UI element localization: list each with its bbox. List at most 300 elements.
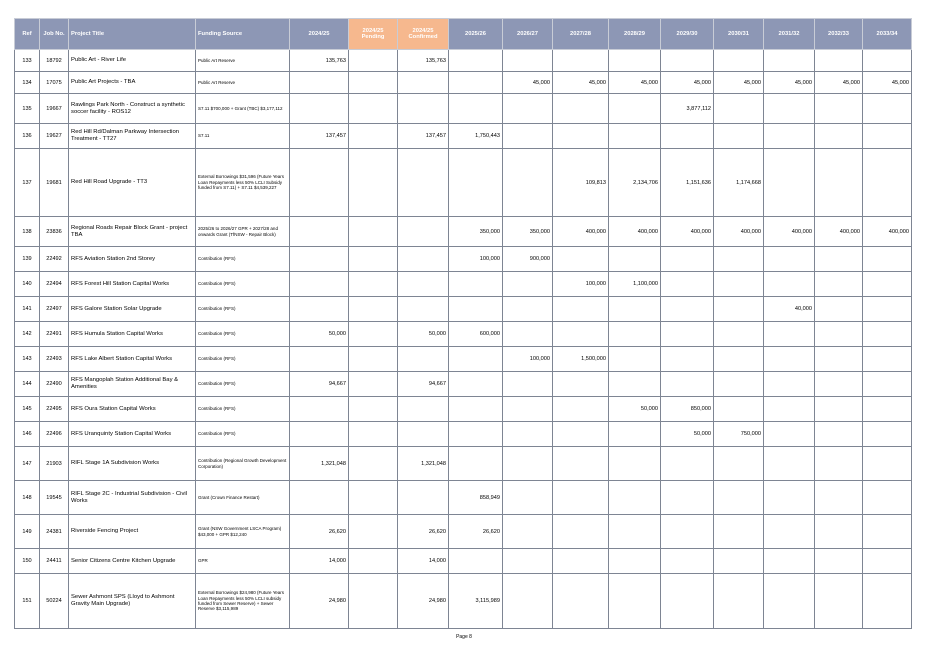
ref-cell: 146: [15, 422, 40, 447]
value-2024-25-confirmed: 94,667: [398, 372, 449, 397]
value-2031-32: [764, 124, 815, 149]
job-no-cell: 24411: [40, 549, 69, 574]
value-2024-25-pending: [349, 372, 398, 397]
job-no-cell: 18792: [40, 50, 69, 72]
funding-source-cell: S7.11: [196, 124, 290, 149]
project-title-cell: RFS Forest Hill Station Capital Works: [69, 272, 196, 297]
project-title-cell: RFS Oura Station Capital Works: [69, 397, 196, 422]
value-2025-26: [449, 549, 503, 574]
table-row: [15, 149, 912, 217]
value-2029-30: [661, 297, 714, 322]
job-no-cell: 22494: [40, 272, 69, 297]
value-2032-33: 45,000: [815, 72, 863, 94]
value-2029-30: [661, 322, 714, 347]
value-2030-31: [714, 574, 764, 629]
funding-source-cell: Public Art Reserve: [196, 72, 290, 94]
value-2031-32: [764, 422, 815, 447]
ref-cell: 149: [15, 515, 40, 549]
funding-source-cell: Contribution (RFS): [196, 372, 290, 397]
value-2024-25-confirmed: [398, 347, 449, 372]
value-2026-27: [503, 397, 553, 422]
ref-cell: 139: [15, 247, 40, 272]
value-2028-29: 2,134,706: [609, 149, 661, 217]
funding-source-cell: 2025/26 to 2026/27 GPR + 2027/28 and onwards Grant (TfNSW - Repair Block): [196, 217, 290, 247]
value-2030-31: [714, 397, 764, 422]
value-2027-28: [553, 549, 609, 574]
value-2028-29: [609, 549, 661, 574]
value-2033-34: 45,000: [863, 72, 912, 94]
value-2025-26: [449, 72, 503, 94]
value-2032-33: [815, 50, 863, 72]
value-2025-26: [449, 94, 503, 124]
value-2024-25-pending: [349, 347, 398, 372]
value-2029-30: [661, 574, 714, 629]
project-title-cell: RIFL Stage 2C - Industrial Subdivision - Civil Works: [69, 481, 196, 515]
value-2024-25-pending: [349, 481, 398, 515]
value-2032-33: [815, 422, 863, 447]
value-2033-34: [863, 272, 912, 297]
value-2029-30: [661, 481, 714, 515]
project-title-cell: Red Hill Road Upgrade - TT3: [69, 149, 196, 217]
value-2025-26: [449, 149, 503, 217]
value-2024-25-confirmed: 26,620: [398, 515, 449, 549]
value-2024-25-confirmed: [398, 217, 449, 247]
value-2033-34: [863, 50, 912, 72]
job-no-cell: 17075: [40, 72, 69, 94]
job-no-cell: 19545: [40, 481, 69, 515]
value-2033-34: [863, 297, 912, 322]
value-2029-30: [661, 50, 714, 72]
value-2024-25-confirmed: 1,321,048: [398, 447, 449, 481]
value-2026-27: [503, 515, 553, 549]
table-row: [15, 297, 912, 322]
job-no-cell: 22490: [40, 372, 69, 397]
value-2025-26: [449, 297, 503, 322]
project-title-cell: Senior Citizens Centre Kitchen Upgrade: [69, 549, 196, 574]
value-2024-25: [290, 481, 349, 515]
value-2028-29: [609, 372, 661, 397]
value-2032-33: [815, 322, 863, 347]
value-2032-33: [815, 247, 863, 272]
col-header-2031-32: 2031/32: [764, 19, 815, 50]
value-2028-29: [609, 481, 661, 515]
header-row: [15, 19, 912, 50]
value-2030-31: [714, 272, 764, 297]
value-2025-26: 3,115,989: [449, 574, 503, 629]
value-2024-25: [290, 217, 349, 247]
value-2024-25-pending: [349, 247, 398, 272]
funding-source-cell: External Borrowings $24,980 (Future Years Loan Repayments less 50% LCLI subsidy funded from Sewer Reserve) + Sewer Reserve $3,115,989: [196, 574, 290, 629]
job-no-cell: 22493: [40, 347, 69, 372]
value-2032-33: [815, 447, 863, 481]
value-2027-28: [553, 574, 609, 629]
table-row: [15, 50, 912, 72]
value-2025-26: 350,000: [449, 217, 503, 247]
value-2029-30: 45,000: [661, 72, 714, 94]
project-title-cell: RFS Lake Albert Station Capital Works: [69, 347, 196, 372]
value-2030-31: 45,000: [714, 72, 764, 94]
value-2025-26: [449, 372, 503, 397]
table-row: [15, 481, 912, 515]
value-2026-27: [503, 422, 553, 447]
value-2024-25: [290, 72, 349, 94]
table-row: [15, 247, 912, 272]
col-header-ref: Ref: [15, 19, 40, 50]
value-2024-25-confirmed: [398, 72, 449, 94]
table-row: [15, 94, 912, 124]
value-2030-31: [714, 124, 764, 149]
funding-source-cell: Contribution (RFS): [196, 422, 290, 447]
value-2033-34: [863, 247, 912, 272]
value-2030-31: [714, 94, 764, 124]
value-2031-32: [764, 50, 815, 72]
value-2033-34: [863, 481, 912, 515]
value-2033-34: [863, 422, 912, 447]
value-2026-27: [503, 94, 553, 124]
project-title-cell: RFS Aviation Station 2nd Storey: [69, 247, 196, 272]
value-2024-25-pending: [349, 549, 398, 574]
ref-cell: 143: [15, 347, 40, 372]
project-title-cell: RFS Uranquinty Station Capital Works: [69, 422, 196, 447]
value-2027-28: [553, 481, 609, 515]
value-2031-32: 45,000: [764, 72, 815, 94]
value-2026-27: 900,000: [503, 247, 553, 272]
value-2030-31: 1,174,668: [714, 149, 764, 217]
value-2027-28: 100,000: [553, 272, 609, 297]
value-2024-25-confirmed: 50,000: [398, 322, 449, 347]
project-title-cell: Red Hill Rd/Dalman Parkway Intersection Treatment - TT27: [69, 124, 196, 149]
funding-source-cell: Contribution (RFS): [196, 297, 290, 322]
table-row: [15, 347, 912, 372]
value-2029-30: [661, 247, 714, 272]
project-title-cell: RFS Humula Station Capital Works: [69, 322, 196, 347]
table-row: [15, 124, 912, 149]
value-2024-25-pending: [349, 94, 398, 124]
value-2026-27: [503, 297, 553, 322]
col-header-2032-33: 2032/33: [815, 19, 863, 50]
pending-year: 2024/25: [362, 28, 384, 34]
value-2025-26: [449, 272, 503, 297]
job-no-cell: 22492: [40, 247, 69, 272]
value-2033-34: [863, 322, 912, 347]
value-2025-26: [449, 50, 503, 72]
value-2028-29: [609, 447, 661, 481]
value-2024-25: 14,000: [290, 549, 349, 574]
job-no-cell: 22497: [40, 297, 69, 322]
job-no-cell: 22496: [40, 422, 69, 447]
value-2030-31: 750,000: [714, 422, 764, 447]
value-2033-34: [863, 124, 912, 149]
value-2032-33: [815, 124, 863, 149]
value-2024-25-pending: [349, 149, 398, 217]
value-2025-26: [449, 347, 503, 372]
ref-cell: 141: [15, 297, 40, 322]
value-2032-33: 400,000: [815, 217, 863, 247]
ref-cell: 136: [15, 124, 40, 149]
value-2028-29: 1,100,000: [609, 272, 661, 297]
value-2032-33: [815, 297, 863, 322]
ref-cell: 151: [15, 574, 40, 629]
value-2024-25-confirmed: [398, 94, 449, 124]
value-2024-25-confirmed: [398, 149, 449, 217]
value-2028-29: 45,000: [609, 72, 661, 94]
value-2029-30: [661, 447, 714, 481]
value-2024-25: [290, 149, 349, 217]
ref-cell: 145: [15, 397, 40, 422]
value-2033-34: 400,000: [863, 217, 912, 247]
table-row: [15, 217, 912, 247]
col-header-2027-28: 2027/28: [553, 19, 609, 50]
value-2030-31: [714, 481, 764, 515]
value-2024-25-pending: [349, 422, 398, 447]
value-2024-25: 24,980: [290, 574, 349, 629]
ref-cell: 138: [15, 217, 40, 247]
col-header-job-no: Job No.: [40, 19, 69, 50]
value-2025-26: 600,000: [449, 322, 503, 347]
value-2033-34: [863, 515, 912, 549]
value-2032-33: [815, 149, 863, 217]
table-row: [15, 422, 912, 447]
value-2032-33: [815, 372, 863, 397]
project-title-cell: Riverside Fencing Project: [69, 515, 196, 549]
value-2026-27: 350,000: [503, 217, 553, 247]
table-row: [15, 515, 912, 549]
job-no-cell: 22495: [40, 397, 69, 422]
project-title-cell: Rawlings Park North - Construct a synthetic soccer facility - ROS12: [69, 94, 196, 124]
pending-label: Pending: [361, 34, 385, 40]
value-2024-25-confirmed: [398, 272, 449, 297]
value-2024-25-confirmed: 137,457: [398, 124, 449, 149]
value-2024-25-pending: [349, 217, 398, 247]
funding-source-cell: GPR: [196, 549, 290, 574]
value-2030-31: [714, 297, 764, 322]
project-title-cell: Regional Roads Repair Block Grant - project TBA: [69, 217, 196, 247]
value-2029-30: [661, 124, 714, 149]
value-2026-27: [503, 549, 553, 574]
value-2028-29: [609, 347, 661, 372]
job-no-cell: 19681: [40, 149, 69, 217]
value-2024-25: [290, 397, 349, 422]
value-2028-29: [609, 124, 661, 149]
value-2024-25-pending: [349, 447, 398, 481]
value-2031-32: 400,000: [764, 217, 815, 247]
value-2028-29: [609, 574, 661, 629]
value-2027-28: [553, 247, 609, 272]
value-2031-32: [764, 347, 815, 372]
value-2026-27: [503, 574, 553, 629]
ref-cell: 134: [15, 72, 40, 94]
value-2024-25: 137,457: [290, 124, 349, 149]
value-2025-26: 100,000: [449, 247, 503, 272]
value-2029-30: 1,151,636: [661, 149, 714, 217]
value-2024-25-pending: [349, 297, 398, 322]
value-2031-32: [764, 397, 815, 422]
value-2028-29: [609, 422, 661, 447]
value-2024-25-confirmed: 24,980: [398, 574, 449, 629]
value-2027-28: 109,813: [553, 149, 609, 217]
funding-source-cell: Contribution (RFS): [196, 397, 290, 422]
table-row: [15, 272, 912, 297]
capital-works-table: [14, 18, 912, 629]
project-title-cell: RFS Mangoplah Station Additional Bay & Amenities: [69, 372, 196, 397]
value-2028-29: [609, 515, 661, 549]
value-2024-25-pending: [349, 397, 398, 422]
value-2029-30: [661, 372, 714, 397]
value-2031-32: [764, 481, 815, 515]
funding-source-cell: S7.11 $700,000 + Grant (TBC) $3,177,112: [196, 94, 290, 124]
ref-cell: 150: [15, 549, 40, 574]
value-2026-27: [503, 322, 553, 347]
value-2031-32: [764, 94, 815, 124]
value-2025-26: 26,620: [449, 515, 503, 549]
col-header-2024-25-pending: [349, 19, 398, 50]
value-2031-32: [764, 149, 815, 217]
value-2024-25-pending: [349, 124, 398, 149]
value-2031-32: [764, 515, 815, 549]
value-2031-32: [764, 372, 815, 397]
value-2024-25: 94,667: [290, 372, 349, 397]
value-2030-31: [714, 347, 764, 372]
value-2028-29: 50,000: [609, 397, 661, 422]
value-2024-25: [290, 272, 349, 297]
table-row: [15, 447, 912, 481]
funding-source-cell: Public Art Reserve: [196, 50, 290, 72]
value-2029-30: [661, 515, 714, 549]
value-2026-27: [503, 149, 553, 217]
project-title-cell: RFS Galore Station Solar Upgrade: [69, 297, 196, 322]
value-2027-28: [553, 322, 609, 347]
col-header-2025-26: 2025/26: [449, 19, 503, 50]
value-2024-25: 50,000: [290, 322, 349, 347]
value-2024-25: 135,763: [290, 50, 349, 72]
value-2025-26: 858,949: [449, 481, 503, 515]
funding-source-cell: Grant (Crown Finance Restart): [196, 481, 290, 515]
value-2027-28: [553, 124, 609, 149]
value-2024-25-confirmed: 14,000: [398, 549, 449, 574]
value-2024-25-confirmed: [398, 297, 449, 322]
value-2024-25-pending: [349, 574, 398, 629]
table-row: [15, 397, 912, 422]
value-2030-31: [714, 372, 764, 397]
value-2026-27: 45,000: [503, 72, 553, 94]
value-2026-27: [503, 481, 553, 515]
funding-source-cell: Contribution (RFS): [196, 272, 290, 297]
value-2024-25-pending: [349, 50, 398, 72]
value-2026-27: [503, 372, 553, 397]
value-2024-25: [290, 347, 349, 372]
value-2024-25-pending: [349, 515, 398, 549]
value-2029-30: 50,000: [661, 422, 714, 447]
col-header-2029-30: 2029/30: [661, 19, 714, 50]
value-2026-27: [503, 447, 553, 481]
value-2031-32: [764, 322, 815, 347]
value-2024-25-confirmed: [398, 247, 449, 272]
col-header-2030-31: 2030/31: [714, 19, 764, 50]
funding-source-cell: External Borrowings $31,596 (Future Years Loan Repayments less 50% LCLI Subsidy funded from S7.11) + S7.11 $4,539,227: [196, 149, 290, 217]
value-2030-31: [714, 549, 764, 574]
job-no-cell: 19667: [40, 94, 69, 124]
value-2033-34: [863, 347, 912, 372]
ref-cell: 140: [15, 272, 40, 297]
value-2024-25-pending: [349, 72, 398, 94]
job-no-cell: 50224: [40, 574, 69, 629]
value-2031-32: [764, 272, 815, 297]
value-2024-25: 26,620: [290, 515, 349, 549]
value-2027-28: [553, 447, 609, 481]
value-2033-34: [863, 397, 912, 422]
ref-cell: 135: [15, 94, 40, 124]
value-2033-34: [863, 549, 912, 574]
value-2033-34: [863, 574, 912, 629]
value-2031-32: [764, 574, 815, 629]
funding-source-cell: Contribution (RFS): [196, 347, 290, 372]
value-2031-32: 40,000: [764, 297, 815, 322]
table-row: [15, 372, 912, 397]
value-2032-33: [815, 397, 863, 422]
value-2025-26: [449, 447, 503, 481]
col-header-2033-34: 2033/34: [863, 19, 912, 50]
value-2026-27: [503, 50, 553, 72]
ref-cell: 144: [15, 372, 40, 397]
table-row: [15, 322, 912, 347]
col-header-2024-25: 2024/25: [290, 19, 349, 50]
col-header-project-title: Project Title: [69, 19, 196, 50]
col-header-2028-29: 2028/29: [609, 19, 661, 50]
value-2028-29: [609, 50, 661, 72]
value-2024-25: [290, 94, 349, 124]
job-no-cell: 22491: [40, 322, 69, 347]
ref-cell: 133: [15, 50, 40, 72]
ref-cell: 142: [15, 322, 40, 347]
value-2024-25: [290, 297, 349, 322]
confirmed-label: Confirmed: [408, 34, 438, 40]
page-number: Page 8: [456, 634, 472, 640]
value-2032-33: [815, 549, 863, 574]
value-2031-32: [764, 447, 815, 481]
funding-source-cell: Contribution (RFS): [196, 322, 290, 347]
value-2024-25: [290, 247, 349, 272]
value-2025-26: [449, 422, 503, 447]
table-row: [15, 72, 912, 94]
value-2027-28: [553, 50, 609, 72]
project-title-cell: Public Art - River Life: [69, 50, 196, 72]
value-2024-25-pending: [349, 272, 398, 297]
value-2032-33: [815, 481, 863, 515]
value-2024-25-confirmed: 135,763: [398, 50, 449, 72]
value-2024-25: [290, 422, 349, 447]
funding-source-cell: Contribution (RFS): [196, 247, 290, 272]
value-2027-28: [553, 94, 609, 124]
job-no-cell: 21903: [40, 447, 69, 481]
ref-cell: 147: [15, 447, 40, 481]
value-2024-25: 1,321,048: [290, 447, 349, 481]
value-2028-29: [609, 94, 661, 124]
value-2024-25-pending: [349, 322, 398, 347]
ref-cell: 137: [15, 149, 40, 217]
value-2024-25-confirmed: [398, 481, 449, 515]
project-title-cell: RIFL Stage 1A Subdivision Works: [69, 447, 196, 481]
col-header-2026-27: 2026/27: [503, 19, 553, 50]
job-no-cell: 23836: [40, 217, 69, 247]
value-2027-28: 400,000: [553, 217, 609, 247]
value-2033-34: [863, 149, 912, 217]
value-2030-31: [714, 447, 764, 481]
col-header-2024-25-confirmed: [398, 19, 449, 50]
table-row: [15, 574, 912, 629]
value-2025-26: [449, 397, 503, 422]
funding-source-cell: Grant (NSW Government LSCA Program) $43,000 + GPR $12,240: [196, 515, 290, 549]
value-2033-34: [863, 372, 912, 397]
